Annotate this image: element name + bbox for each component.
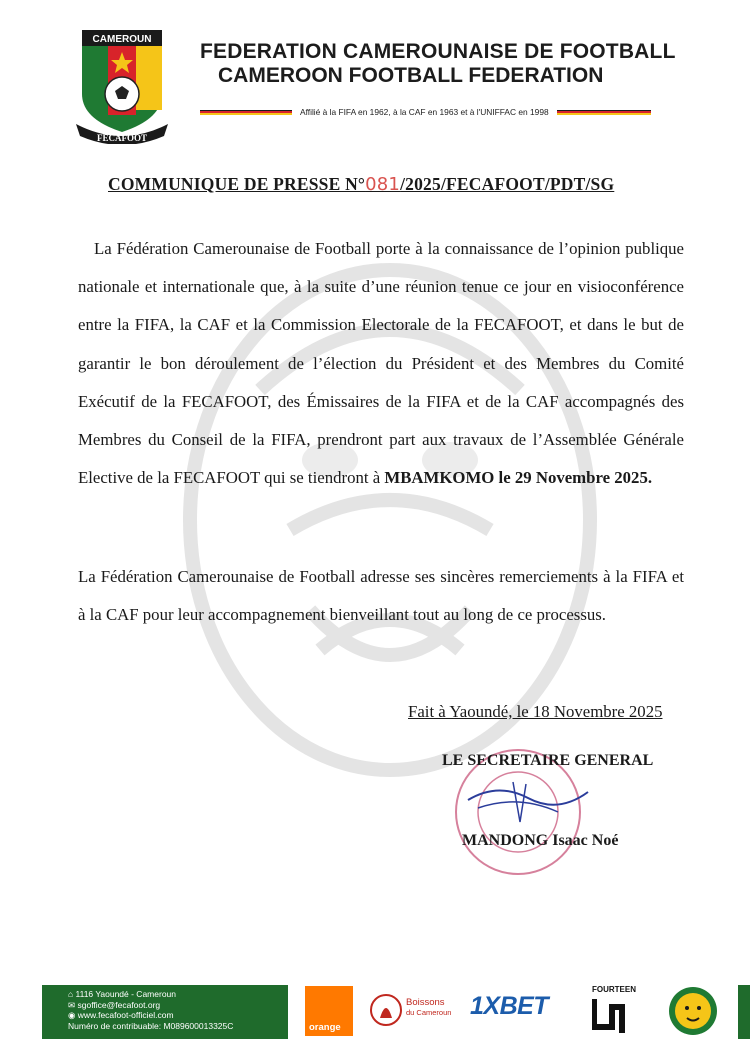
federation-name-en: CAMEROON FOOTBALL FEDERATION [218, 64, 604, 87]
lion-crest-icon [667, 985, 719, 1037]
footer-contact [42, 985, 288, 1039]
fecafoot-logo [72, 24, 172, 144]
place-date: Fait à Yaoundé, le 18 Novembre 2025 [408, 702, 663, 721]
press-release-title [108, 174, 614, 195]
paragraph-1-bold: MBAMKOMO le 29 Novembre 2025. [384, 468, 653, 488]
1xbet-logo: 1XBET [470, 992, 549, 1020]
flag-stripe-left [200, 110, 292, 115]
signatory-role: LE SECRETAIRE GENERAL [442, 752, 654, 769]
affiliation-text: Affilié à la FIFA en 1962, à la CAF en 1963 et à l'UNIFFAC en 1998 [300, 107, 549, 117]
signatory-name: MANDONG Isaac Noé [462, 832, 619, 849]
paragraph-1 [78, 230, 684, 497]
flag-stripe-right [557, 110, 651, 115]
svg-text:CAMEROUN: CAMEROUN [92, 34, 152, 45]
affiliation-row [200, 104, 696, 120]
paragraph-1-text: La Fédération Camerounaise de Football porte à la connaissance de l’opinion publique nationale et internationale que, à la suite d’une réunion tenue ce jour en visioconférence entre la FIFA, la CAF et la Commission Electorale de la FECAFOOT, et dans le but de garantir le bon déroulement de l’élection du Président et des Membres du Comité Exécutif de la FECAFOOT, des Émissaires de la FIFA et de la CAF accompagnés des Membres du Conseil de la FIFA, prendront part aux travaux de l’Assemblée Générale Elective de la FECAFOOT qui se tiendront à [78, 239, 684, 488]
fourteen-logo: FOURTEEN [590, 985, 652, 1037]
boissons-logo-text: Boissons du Cameroun [406, 997, 452, 1017]
footer-address: ⌂ 1116 Yaoundé - Cameroun [68, 989, 176, 999]
federation-name-fr: FEDERATION CAMEROUNAISE DE FOOTBALL [200, 40, 676, 63]
footer-green-bar [738, 985, 750, 1039]
footer-email[interactable]: ✉ sgoffice@fecafoot.org [68, 999, 161, 1010]
footer-taxpayer: Numéro de contribuable: M089600013325C [68, 1020, 234, 1031]
boissons-logo-icon [368, 990, 404, 1030]
title-prefix: COMMUNIQUE DE PRESSE N° [108, 174, 366, 194]
title-number: 081 [365, 174, 401, 195]
title-suffix: /2025/FECAFOOT/PDT/SG [400, 174, 615, 194]
paragraph-2: La Fédération Camerounaise de Football adresse ses sincères remerciements à la FIFA et à la CAF pour leur accompagnement bienveillant tout au long de ce processus. [78, 567, 684, 625]
footer-website[interactable]: ◉ www.fecafoot-officiel.com [68, 1010, 174, 1020]
orange-logo: orange [305, 986, 353, 1036]
svg-text:FECAFOOT: FECAFOOT [96, 133, 148, 143]
